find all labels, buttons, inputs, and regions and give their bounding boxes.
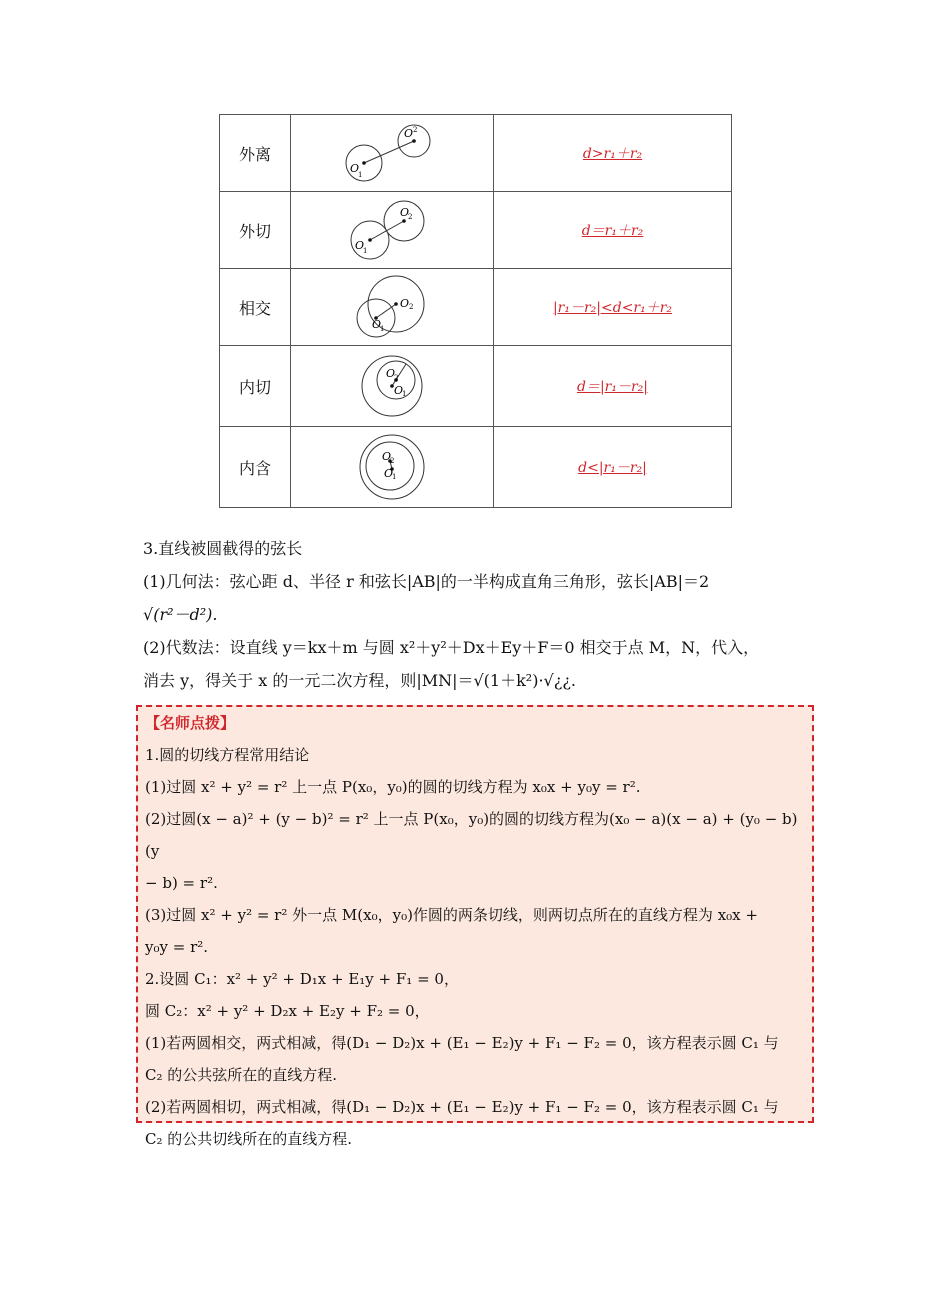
circle-relation-table — [219, 114, 732, 508]
intersecting-circles-figure — [291, 269, 494, 346]
external-tangent-figure — [291, 192, 494, 269]
geometric-formula: √(r²－d²). — [143, 605, 218, 624]
svg-text:O: O — [350, 162, 360, 175]
svg-text:1: 1 — [402, 390, 407, 398]
table-row — [220, 346, 732, 427]
relation-condition: d>r₁＋r₂ — [494, 115, 732, 192]
svg-text:2: 2 — [390, 457, 395, 465]
tip-line: 1.圆的切线方程常用结论 — [145, 746, 310, 764]
relation-condition: d<|r₁－r₂| — [494, 427, 732, 508]
relation-name: 内含 — [220, 427, 291, 508]
svg-text:O: O — [382, 450, 392, 463]
tip-line: (2)过圆(x − a)² + (y − b)² = r² 上一点 P(x₀，y₀)的圆的切线方程为(x₀ − a)(x − a) + (y₀ − b)(y — [145, 810, 798, 860]
tips-title: 【名师点拨】 — [145, 714, 236, 732]
svg-text:O: O — [404, 127, 414, 140]
relation-condition: d＝|r₁－r₂| — [494, 346, 732, 427]
svg-text:O: O — [386, 367, 396, 380]
svg-text:1: 1 — [363, 247, 368, 255]
tip-line: (3)过圆 x² + y² = r² 外一点 M(x₀，y₀)作圆的两条切线，则两切点所在的直线方程为 x₀x + — [145, 906, 758, 924]
table-row — [220, 115, 732, 192]
relation-condition: |r₁－r₂|<d<r₁＋r₂ — [494, 269, 732, 346]
tip-line: C₂ 的公共弦所在的直线方程. — [145, 1066, 338, 1084]
table-row — [220, 269, 732, 346]
tip-line: (1)若两圆相交，两式相减，得(D₁ − D₂)x + (E₁ − E₂)y + F₁ − F₂ = 0，该方程表示圆 C₁ 与 — [145, 1034, 779, 1052]
svg-text:2: 2 — [413, 126, 418, 134]
section-heading: 3.直线被圆截得的弦长 — [143, 539, 303, 558]
teacher-tips-box — [136, 705, 814, 1148]
svg-text:O: O — [355, 239, 365, 252]
contained-circles-figure — [291, 427, 494, 508]
svg-text:O: O — [394, 384, 404, 397]
algebraic-method-line2: 消去 y，得关于 x 的一元二次方程，则|MN|＝√(1＋k²)·√¿¿. — [143, 671, 576, 690]
separate-circles-figure — [291, 115, 494, 192]
svg-text:O: O — [400, 206, 410, 219]
internal-tangent-figure — [291, 346, 494, 427]
relation-name: 外切 — [220, 192, 291, 269]
svg-text:1: 1 — [380, 325, 385, 333]
tip-line: 2.设圆 C₁：x² + y² + D₁x + E₁y + F₁ = 0， — [145, 970, 459, 988]
relation-condition: d＝r₁＋r₂ — [494, 192, 732, 269]
svg-text:O: O — [372, 318, 382, 331]
svg-text:1: 1 — [358, 171, 363, 179]
relation-name: 相交 — [220, 269, 291, 346]
svg-text:2: 2 — [409, 303, 414, 311]
table-row — [220, 427, 732, 508]
relation-name: 外离 — [220, 115, 291, 192]
tip-line: y₀y = r². — [145, 938, 209, 956]
geometric-method: (1)几何法：弦心距 d、半径 r 和弦长|AB|的一半构成直角三角形，弦长|AB|＝2 — [143, 572, 710, 591]
svg-text:O: O — [384, 467, 394, 480]
svg-text:O: O — [400, 297, 410, 310]
chord-length-section — [143, 532, 808, 697]
algebraic-method-line1: (2)代数法：设直线 y＝kx＋m 与圆 x²＋y²＋Dx＋Ey＋F＝0 相交于点 M，N，代入， — [143, 638, 760, 657]
svg-text:1: 1 — [392, 473, 397, 481]
svg-text:2: 2 — [394, 374, 399, 382]
tip-line: C₂ 的公共切线所在的直线方程. — [145, 1130, 353, 1148]
tip-line: − b) = r². — [145, 874, 218, 892]
table-row — [220, 192, 732, 269]
tip-line: (2)若两圆相切，两式相减，得(D₁ − D₂)x + (E₁ − E₂)y + F₁ − F₂ = 0，该方程表示圆 C₁ 与 — [145, 1098, 779, 1116]
relation-name: 内切 — [220, 346, 291, 427]
svg-text:2: 2 — [408, 213, 413, 221]
tip-line: (1)过圆 x² + y² = r² 上一点 P(x₀，y₀)的圆的切线方程为 x₀x + y₀y = r². — [145, 778, 641, 796]
tip-line: 圆 C₂：x² + y² + D₂x + E₂y + F₂ = 0， — [145, 1002, 430, 1020]
